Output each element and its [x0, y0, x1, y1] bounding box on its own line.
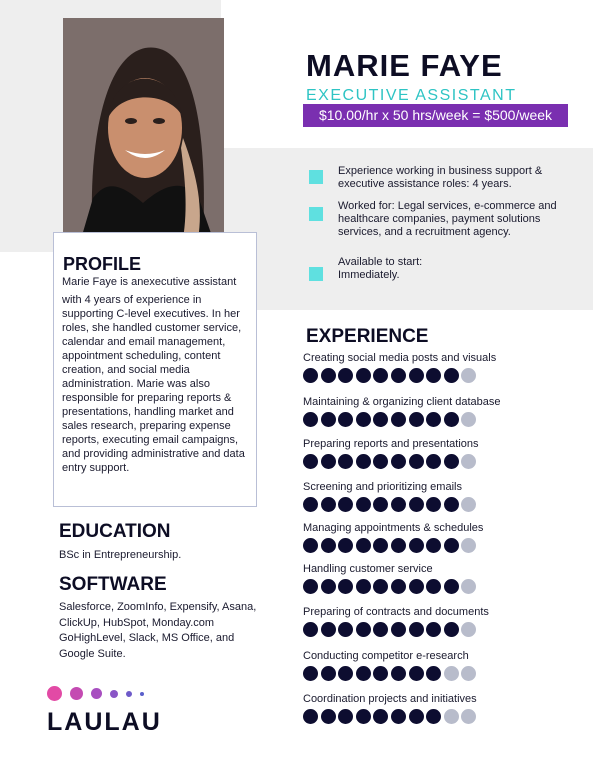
skill-rating	[303, 538, 578, 553]
rating-dot-empty	[444, 709, 459, 724]
rating-dot-filled	[409, 622, 424, 637]
skill-rating	[303, 622, 578, 637]
rating-dot-filled	[303, 666, 318, 681]
rating-dot-filled	[444, 368, 459, 383]
profile-text: with 4 years of experience in supporting C-level executives. In her roles, she handled customer service, calendar and email management, appointment scheduling, content creation, and social media administration. Marie was also responsible for preparing reports & presentations, handling market and sales research, preparing expense reports, executing email campaigns, and providing administrative and data entry support.	[62, 294, 245, 474]
rating-dot-filled	[373, 412, 388, 427]
rating-dot-filled	[426, 454, 441, 469]
skill-item	[303, 395, 578, 427]
rating-dot-filled	[426, 412, 441, 427]
rating-dot-filled	[444, 538, 459, 553]
rating-dot-filled	[444, 497, 459, 512]
profile-lead: Marie Faye is anexecutive assistant	[62, 276, 237, 288]
rating-dot-filled	[356, 497, 371, 512]
rating-dot-filled	[373, 538, 388, 553]
rating-dot-filled	[391, 497, 406, 512]
bullet-square-icon	[309, 207, 323, 221]
rating-dot-filled	[391, 538, 406, 553]
rating-dot-filled	[426, 622, 441, 637]
rating-dot-filled	[409, 666, 424, 681]
experience-heading: EXPERIENCE	[306, 326, 429, 347]
rating-dot-filled	[321, 709, 336, 724]
rating-dot-filled	[426, 538, 441, 553]
bullet-square-icon	[309, 267, 323, 281]
rating-dot-filled	[338, 454, 353, 469]
brand-dot	[47, 686, 62, 701]
rating-dot-filled	[356, 454, 371, 469]
rating-dot-filled	[373, 709, 388, 724]
rating-dot-filled	[338, 666, 353, 681]
rating-dot-filled	[303, 368, 318, 383]
rating-dot-filled	[391, 368, 406, 383]
rating-dot-empty	[461, 666, 476, 681]
rating-dot-filled	[426, 497, 441, 512]
rating-dot-filled	[338, 579, 353, 594]
rating-dot-empty	[461, 497, 476, 512]
rating-dot-empty	[461, 368, 476, 383]
education-heading: EDUCATION	[59, 521, 171, 542]
rating-dot-empty	[461, 709, 476, 724]
skill-item	[303, 649, 578, 681]
skill-item	[303, 480, 578, 512]
skill-item	[303, 562, 578, 594]
skill-item	[303, 437, 578, 469]
rating-dot-filled	[391, 412, 406, 427]
rating-dot-filled	[409, 497, 424, 512]
skill-rating	[303, 368, 578, 383]
skill-label: Preparing of contracts and documents	[303, 606, 489, 618]
skill-label: Maintaining & organizing client database	[303, 396, 501, 408]
skill-item	[303, 692, 578, 724]
brand-dots-icon	[47, 686, 177, 702]
brand-dot	[70, 687, 83, 700]
rating-dot-filled	[373, 579, 388, 594]
brand-dot	[126, 691, 132, 697]
rating-dot-filled	[391, 579, 406, 594]
rating-dot-filled	[356, 579, 371, 594]
rating-dot-filled	[356, 538, 371, 553]
skill-label: Coordination projects and initiatives	[303, 693, 477, 705]
rating-dot-filled	[356, 368, 371, 383]
rating-dot-filled	[356, 666, 371, 681]
skill-item	[303, 351, 578, 383]
skill-label: Conducting competitor e-research	[303, 650, 469, 662]
skill-item	[303, 605, 578, 637]
rating-dot-filled	[409, 538, 424, 553]
rating-dot-empty	[461, 538, 476, 553]
software-text: Salesforce, ZoomInfo, Expensify, Asana, ClickUp, HubSpot, Monday.com GoHighLevel, Slack, MS Office, and Google Suite.	[59, 601, 257, 660]
rating-dot-filled	[321, 497, 336, 512]
rating-dot-filled	[338, 497, 353, 512]
skill-rating	[303, 666, 578, 681]
rating-dot-filled	[338, 412, 353, 427]
skill-label: Creating social media posts and visuals	[303, 352, 497, 364]
rating-dot-filled	[373, 666, 388, 681]
skill-label: Handling customer service	[303, 563, 433, 575]
rating-dot-filled	[356, 622, 371, 637]
rating-dot-filled	[303, 497, 318, 512]
rating-dot-filled	[373, 622, 388, 637]
highlight-worked-for: Worked for: Legal services, e-commerce and healthcare companies, payment solutions services, and a recruitment agency.	[338, 200, 557, 238]
rating-dot-filled	[444, 412, 459, 427]
rating-dot-filled	[338, 538, 353, 553]
rating-dot-filled	[321, 579, 336, 594]
rating-dot-filled	[373, 368, 388, 383]
rate-banner: $10.00/hr x 50 hrs/week = $500/week	[303, 104, 568, 127]
bullet-square-icon	[309, 170, 323, 184]
profile-heading: PROFILE	[63, 254, 142, 274]
rating-dot-filled	[409, 368, 424, 383]
rating-dot-filled	[444, 622, 459, 637]
rating-dot-filled	[321, 368, 336, 383]
skill-item	[303, 521, 578, 553]
rating-dot-filled	[321, 412, 336, 427]
rating-dot-filled	[338, 368, 353, 383]
brand-dot	[91, 688, 102, 699]
rating-dot-empty	[444, 666, 459, 681]
rating-dot-filled	[321, 666, 336, 681]
rating-dot-filled	[321, 538, 336, 553]
rating-dot-filled	[391, 622, 406, 637]
rating-dot-filled	[426, 579, 441, 594]
rating-dot-filled	[409, 579, 424, 594]
profile-photo	[63, 18, 224, 239]
rating-dot-empty	[461, 454, 476, 469]
rating-dot-empty	[461, 579, 476, 594]
skill-rating	[303, 579, 578, 594]
rating-dot-filled	[303, 579, 318, 594]
software-heading: SOFTWARE	[59, 574, 167, 595]
rating-dot-filled	[409, 709, 424, 724]
rating-dot-filled	[338, 709, 353, 724]
rating-dot-filled	[321, 454, 336, 469]
highlight-experience: Experience working in business support & executive assistance roles: 4 years.	[338, 165, 543, 190]
rating-dot-filled	[444, 579, 459, 594]
rating-dot-filled	[356, 412, 371, 427]
rating-dot-empty	[461, 412, 476, 427]
rating-dot-filled	[426, 666, 441, 681]
candidate-name: MARIE FAYE	[306, 48, 503, 83]
rating-dot-filled	[303, 412, 318, 427]
candidate-title: EXECUTIVE ASSISTANT	[306, 87, 517, 104]
rating-dot-filled	[391, 454, 406, 469]
rating-dot-filled	[391, 709, 406, 724]
rating-dot-filled	[373, 454, 388, 469]
rating-dot-filled	[409, 412, 424, 427]
skill-label: Preparing reports and presentations	[303, 438, 479, 450]
rating-dot-filled	[303, 622, 318, 637]
rating-dot-filled	[303, 454, 318, 469]
brand-dot	[140, 692, 144, 696]
skill-label: Managing appointments & schedules	[303, 522, 484, 534]
rating-dot-filled	[426, 368, 441, 383]
highlight-availability: Available to start: Immediately.	[338, 256, 423, 281]
education-text: BSc in Entrepreneurship.	[59, 549, 182, 561]
skill-rating	[303, 497, 578, 512]
rating-dot-filled	[426, 709, 441, 724]
rating-dot-filled	[356, 709, 371, 724]
brand-logo: LAULAU	[47, 708, 162, 736]
rating-dot-filled	[338, 622, 353, 637]
rating-dot-filled	[321, 622, 336, 637]
skill-rating	[303, 412, 578, 427]
rating-dot-filled	[303, 709, 318, 724]
rating-dot-filled	[303, 538, 318, 553]
brand-dot	[110, 690, 118, 698]
skill-rating	[303, 709, 578, 724]
rating-dot-filled	[409, 454, 424, 469]
rating-dot-filled	[373, 497, 388, 512]
skill-label: Screening and prioritizing emails	[303, 481, 462, 493]
rating-dot-filled	[391, 666, 406, 681]
rating-dot-empty	[461, 622, 476, 637]
rating-dot-filled	[444, 454, 459, 469]
skill-rating	[303, 454, 578, 469]
